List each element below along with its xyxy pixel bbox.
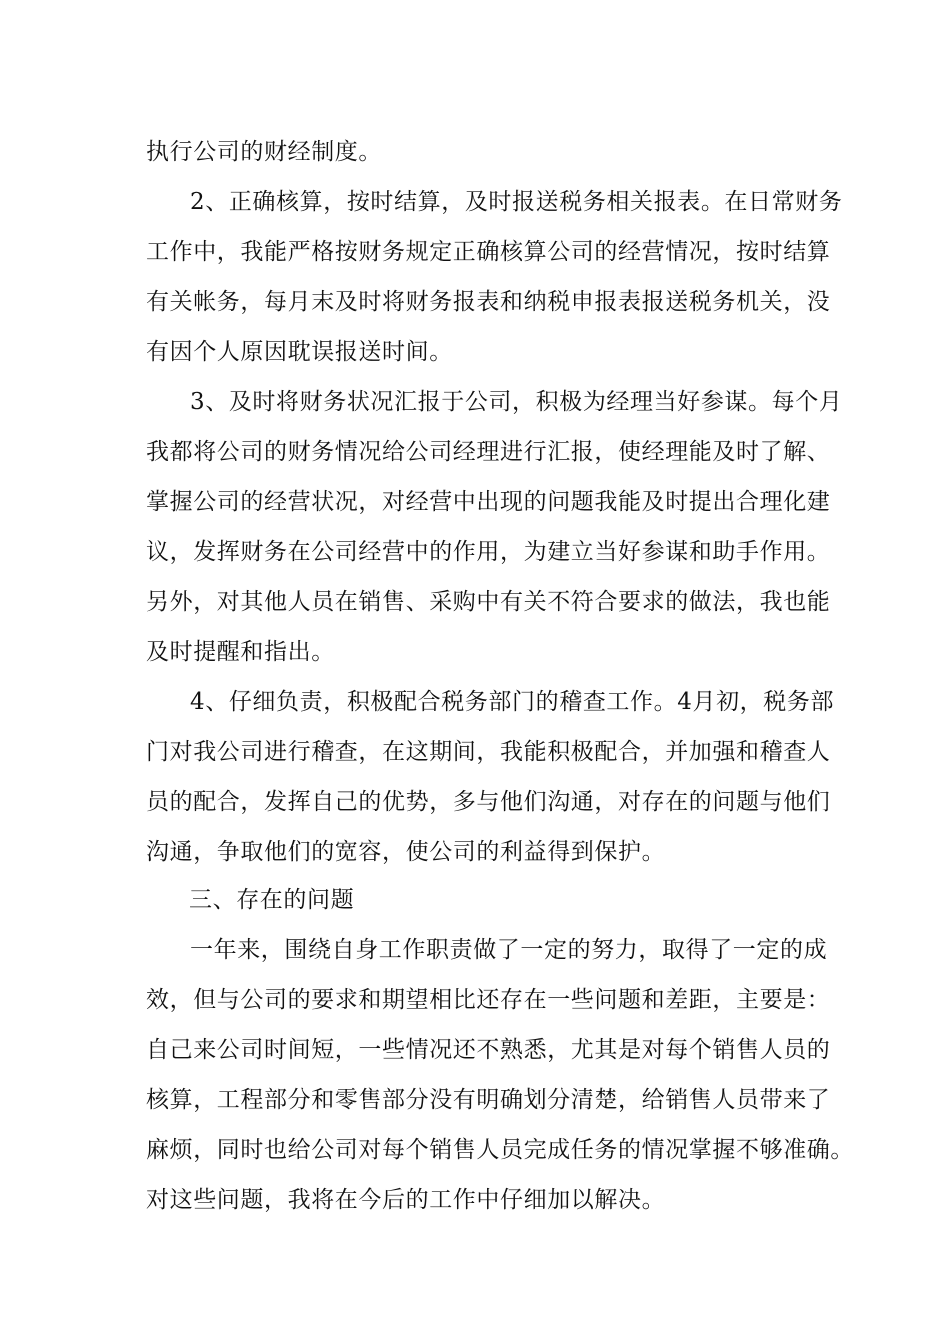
text-line: 沟通，争取他们的宽容，使公司的利益得到保护。 [146,839,666,865]
text-line: 及时提醒和指出。 [146,639,335,665]
text-line: 议，发挥财务在公司经营中的作用，为建立当好参谋和助手作用。 [146,539,831,565]
section-heading: 三、存在的问题 [189,887,355,913]
text-line: 对这些问题，我将在今后的工作中仔细加以解决。 [146,1187,666,1213]
text-line: 执行公司的财经制度。 [146,139,382,165]
text-line: 工作中，我能严格按财务规定正确核算公司的经营情况，按时结算 [146,239,831,265]
text-line: 掌握公司的经营状况，对经营中出现的问题我能及时提出合理化建 [146,489,831,515]
text-line: 员的配合，发挥自己的优势，多与他们沟通，对存在的问题与他们 [146,789,831,815]
text-line: 麻烦，同时也给公司对每个销售人员完成任务的情况掌握不够准确。 [146,1137,854,1163]
text-line: 有因个人原因耽误报送时间。 [146,339,453,365]
text-line: 另外，对其他人员在销售、采购中有关不符合要求的做法，我也能 [146,589,831,615]
text-line: 有关帐务，每月末及时将财务报表和纳税申报表报送税务机关，没 [146,289,831,315]
text-line: 4、仔细负责，积极配合税务部门的稽查工作。4月初，税务部 [190,689,835,715]
text-line: 门对我公司进行稽查，在这期间，我能积极配合，并加强和稽查人 [146,739,831,765]
text-line: 自己来公司时间短，一些情况还不熟悉，尤其是对每个销售人员的 [146,1037,831,1063]
text-line: 3、及时将财务状况汇报于公司，积极为经理当好参谋。每个月 [190,389,843,415]
text-line: 我都将公司的财务情况给公司经理进行汇报，使经理能及时了解、 [146,439,831,465]
text-line: 2、正确核算，按时结算，及时报送税务相关报表。在日常财务 [190,189,843,215]
text-line: 一年来，围绕自身工作职责做了一定的努力，取得了一定的成 [190,937,828,963]
text-line: 效，但与公司的要求和期望相比还存在一些问题和差距，主要是： [146,987,831,1013]
text-line: 核算，工程部分和零售部分没有明确划分清楚，给销售人员带来了 [146,1087,831,1113]
